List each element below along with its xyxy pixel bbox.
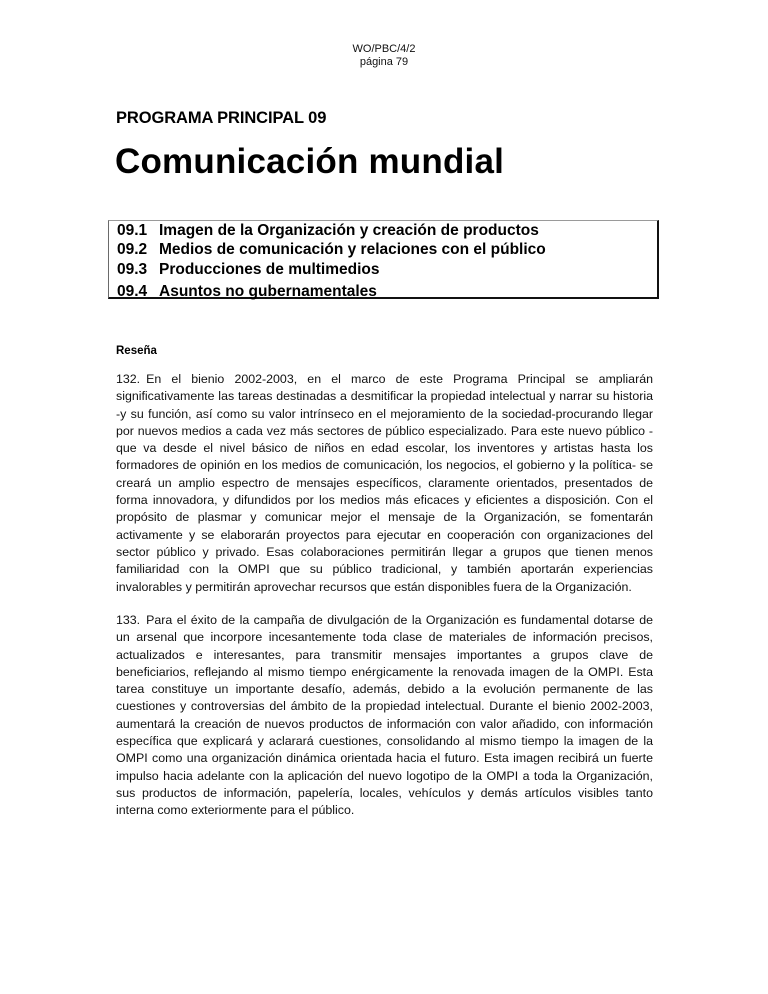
subprogram-number: 09.1 xyxy=(117,222,148,239)
subprogram-item xyxy=(117,261,380,279)
subprogram-title: Producciones de multimedios xyxy=(159,261,380,278)
program-label: PROGRAMA PRINCIPAL 09 xyxy=(116,109,327,127)
subprogram-title: Asuntos no gubernamentales xyxy=(159,283,377,300)
page-number: página 79 xyxy=(359,56,409,68)
paragraph-text: Para el éxito de la campaña de divulgación de la Organización es fundamental dotarse de un arsenal que incorpore incesantemente toda clase de materiales de información precisos, actualizados e interesantes, para transmitir mensajes importantes a grupos clave de beneficiarios, reflejando al mismo tiempo enérgicamente la renovada imagen de la OMPI. Esta tarea constituye un importante desafío, además, debido a la evolución permanente de las cuestiones y controversias del ámbito de la propiedad intelectual. Durante el bienio 2002-2003, aumentará la creación de nuevos productos de información con valor añadido, con información específica que explicará y aclarará cuestiones, consolidando al mismo tiempo la imagen de la OMPI como una organización dinámica orientada hacia el futuro. Esta imagen recibirá un fuerte impulso hacia adelante con la aplicación del nuevo logotipo de la OMPI a toda la Organización, sus productos de información, papelería, locales, vehículos y demás artículos visibles tanto interna como exteriormente para el público. xyxy=(116,613,653,818)
subprogram-list xyxy=(108,220,659,299)
subprogram-number: 09.2 xyxy=(117,241,148,258)
subprogram-title: Imagen de la Organización y creación de productos xyxy=(159,222,539,239)
subprogram-number: 09.4 xyxy=(117,283,148,300)
page-header xyxy=(0,43,768,69)
program-title: Comunicación mundial xyxy=(115,142,505,181)
document-code: WO/PBC/4/2 xyxy=(352,43,416,55)
section-heading: Reseña xyxy=(116,345,157,357)
subprogram-item xyxy=(117,241,546,259)
subprogram-number: 09.3 xyxy=(117,261,148,278)
paragraph-number: 132. xyxy=(116,372,141,386)
subprogram-item xyxy=(117,283,377,301)
paragraph-text: En el bienio 2002-2003, en el marco de este Programa Principal se ampliarán significativamente las tareas destinadas a desmitificar la propiedad intelectual y narrar su historia -y su función, así como su valor intrínseco en el mejoramiento de la sociedad-procurando llegar por nuevos medios a cada vez más sectores de público especializado. Para este nuevo público -que va desde el nivel básico de niños en edad escolar, los inventores y artistas hasta los formadores de opinión en los medios de comunicación, los negocios, el gobierno y la política- se creará un amplio espectro de mensajes específicos, claramente orientados, presentados de forma innovadora, y difundidos por los medios más eficaces y eficientes a disposición. Con el propósito de plasmar y comunicar mejor el mensaje de la Organización, se fomentarán activamente y se elaborarán proyectos para ejecutar en cooperación con organizaciones del sector público y privado. Esas colaboraciones permitirán llegar a grupos que tienen menos familiaridad con la OMPI que su público tradicional, y también aportarán experiencias invalorables y permitirán aprovechar recursos que están disponibles fuera de la Organización. xyxy=(116,372,653,594)
paragraph xyxy=(116,612,653,820)
subprogram-item xyxy=(117,222,539,240)
subprogram-title: Medios de comunicación y relaciones con el público xyxy=(159,241,546,258)
paragraph xyxy=(116,371,653,596)
paragraph-number: 133. xyxy=(116,613,141,627)
